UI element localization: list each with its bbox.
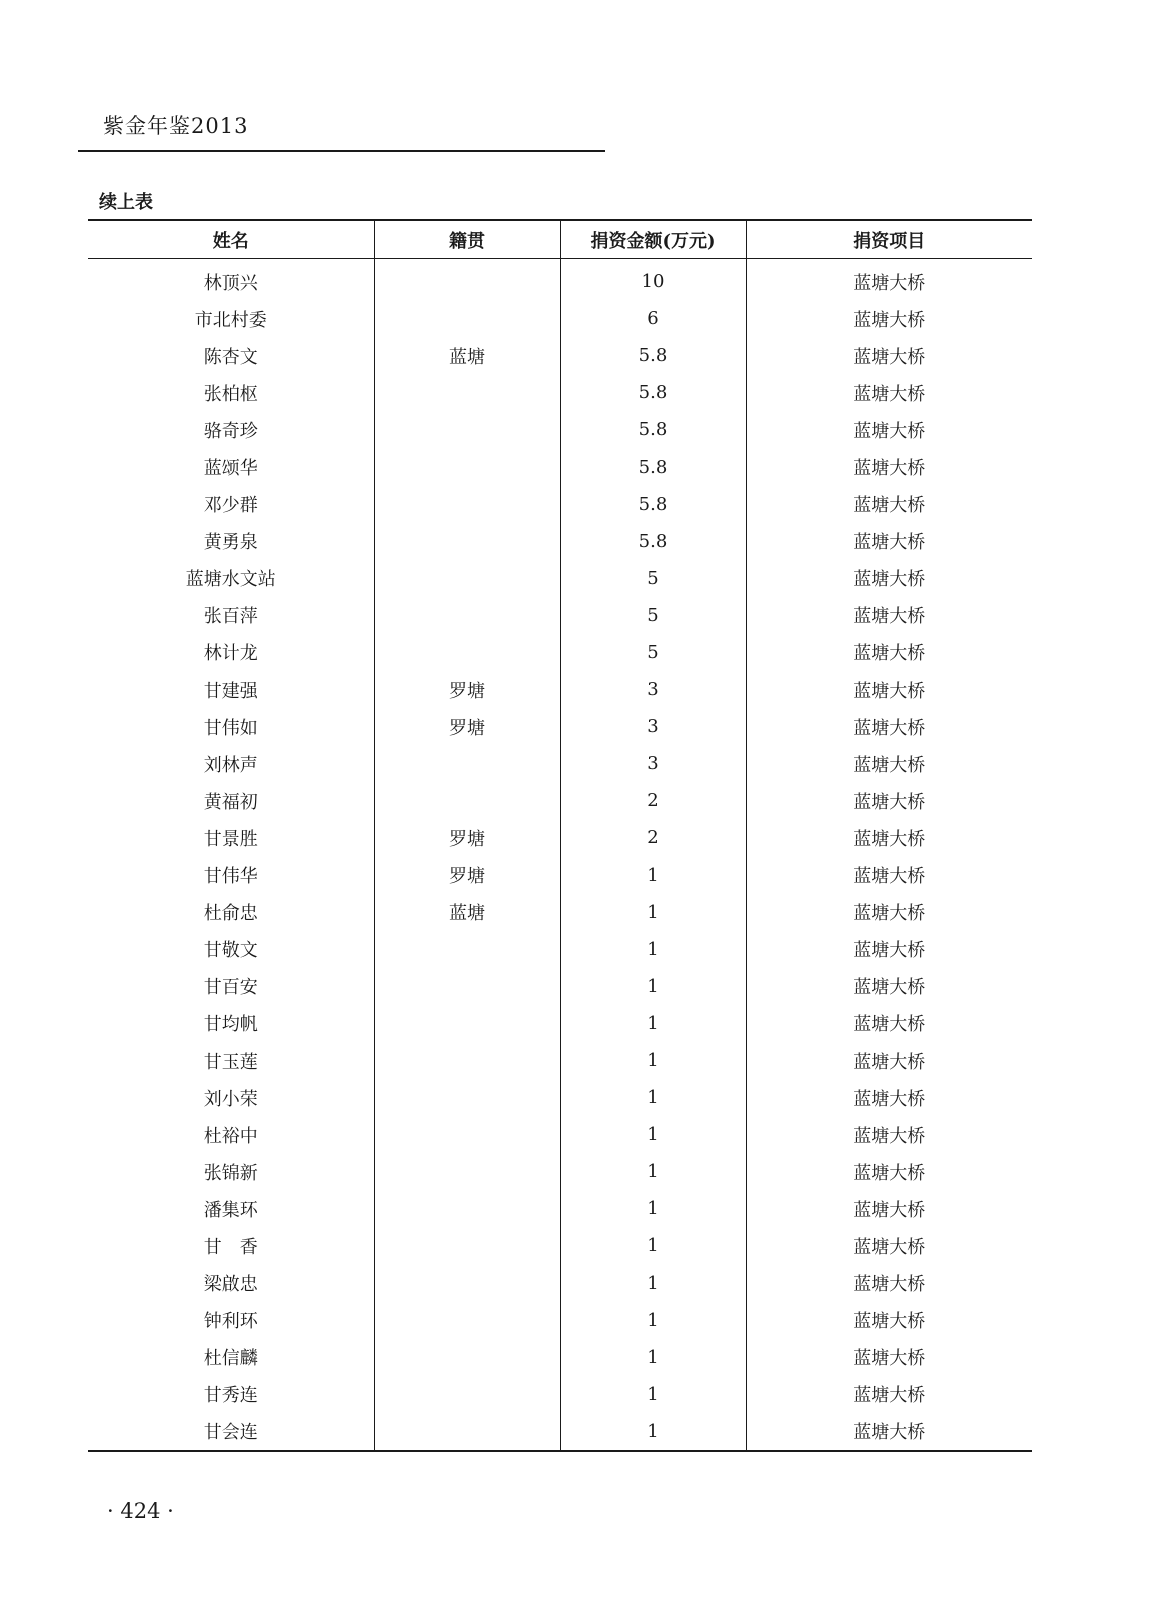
cell-name: 张柏枢	[203, 383, 258, 405]
cell-amount: 5.8	[560, 448, 746, 485]
cell-name: 甘敬文	[203, 940, 258, 962]
table-row	[88, 1339, 1032, 1376]
cell-amount: 1	[560, 968, 746, 1005]
cell-origin: 蓝塘	[374, 337, 560, 374]
cell-name: 潘集环	[203, 1199, 258, 1221]
cell-project: 蓝塘大桥	[746, 1302, 1032, 1339]
table-row	[88, 968, 1032, 1005]
cell-project: 蓝塘大桥	[746, 1227, 1032, 1264]
cell-name: 张百萍	[203, 606, 258, 628]
cell-name: 杜俞忠	[203, 903, 258, 925]
cell-origin	[374, 411, 560, 448]
cell-amount: 1	[560, 1265, 746, 1302]
cell-amount: 1	[560, 1302, 746, 1339]
cell-project: 蓝塘大桥	[746, 337, 1032, 374]
header-name: 姓名	[88, 220, 374, 259]
cell-name: 刘林声	[203, 754, 258, 776]
cell-amount: 5.8	[560, 523, 746, 560]
table-row	[88, 374, 1032, 411]
cell-origin	[374, 1005, 560, 1042]
cell-origin	[374, 259, 560, 301]
cell-project: 蓝塘大桥	[746, 894, 1032, 931]
cell-name: 甘百安	[203, 977, 258, 999]
cell-origin	[374, 782, 560, 819]
cell-origin	[374, 448, 560, 485]
cell-amount: 1	[560, 931, 746, 968]
cell-amount: 6	[560, 300, 746, 337]
cell-origin: 罗塘	[374, 819, 560, 856]
table-row	[88, 411, 1032, 448]
cell-origin	[374, 1153, 560, 1190]
cell-project: 蓝塘大桥	[746, 708, 1032, 745]
cell-origin	[374, 1376, 560, 1413]
cell-amount: 1	[560, 1079, 746, 1116]
cell-origin	[374, 523, 560, 560]
table-row	[88, 782, 1032, 819]
cell-project: 蓝塘大桥	[746, 819, 1032, 856]
cell-name: 甘景胜	[203, 828, 258, 850]
cell-project: 蓝塘大桥	[746, 1153, 1032, 1190]
cell-project: 蓝塘大桥	[746, 300, 1032, 337]
cell-origin	[374, 486, 560, 523]
cell-name: 钟利环	[203, 1311, 258, 1333]
cell-project: 蓝塘大桥	[746, 1339, 1032, 1376]
cell-origin	[374, 1302, 560, 1339]
cell-amount: 2	[560, 819, 746, 856]
cell-name: 甘伟华	[203, 866, 258, 888]
cell-amount: 3	[560, 745, 746, 782]
cell-name: 甘秀连	[203, 1385, 258, 1407]
cell-name: 刘小荣	[203, 1088, 258, 1110]
header-project: 捐资项目	[746, 220, 1032, 259]
cell-amount: 5	[560, 560, 746, 597]
cell-project: 蓝塘大桥	[746, 931, 1032, 968]
header-origin: 籍贯	[374, 220, 560, 259]
table-row	[88, 597, 1032, 634]
cell-project: 蓝塘大桥	[746, 560, 1032, 597]
cell-amount: 1	[560, 1413, 746, 1451]
table-row	[88, 1153, 1032, 1190]
cell-project: 蓝塘大桥	[746, 1079, 1032, 1116]
cell-origin	[374, 1116, 560, 1153]
cell-name: 黄勇泉	[203, 532, 258, 554]
cell-origin: 蓝塘	[374, 894, 560, 931]
table-row	[88, 894, 1032, 931]
cell-origin	[374, 560, 560, 597]
cell-amount: 1	[560, 894, 746, 931]
page-number: · 424 ·	[107, 1499, 174, 1523]
cell-origin	[374, 745, 560, 782]
cell-amount: 5	[560, 597, 746, 634]
cell-name: 杜裕中	[203, 1125, 258, 1147]
cell-origin	[374, 1190, 560, 1227]
cell-name: 蓝塘水文站	[185, 569, 276, 591]
table-row	[88, 337, 1032, 374]
table-row	[88, 857, 1032, 894]
cell-name: 林顶兴	[203, 272, 258, 294]
table-row	[88, 448, 1032, 485]
cell-project: 蓝塘大桥	[746, 1005, 1032, 1042]
cell-origin	[374, 1413, 560, 1451]
cell-name: 甘建强	[203, 680, 258, 702]
cell-name: 甘 香	[203, 1236, 258, 1258]
cell-project: 蓝塘大桥	[746, 259, 1032, 301]
cell-name: 甘伟如	[203, 717, 258, 739]
table-row	[88, 1227, 1032, 1264]
cell-amount: 1	[560, 857, 746, 894]
table-row	[88, 671, 1032, 708]
cell-project: 蓝塘大桥	[746, 448, 1032, 485]
table-row	[88, 1042, 1032, 1079]
running-header: 紫金年鉴2013	[103, 114, 249, 138]
cell-amount: 1	[560, 1005, 746, 1042]
cell-project: 蓝塘大桥	[746, 597, 1032, 634]
cell-project: 蓝塘大桥	[746, 1042, 1032, 1079]
cell-project: 蓝塘大桥	[746, 374, 1032, 411]
table-row	[88, 523, 1032, 560]
cell-amount: 1	[560, 1153, 746, 1190]
cell-amount: 1	[560, 1116, 746, 1153]
table-row	[88, 1190, 1032, 1227]
cell-origin: 罗塘	[374, 708, 560, 745]
cell-origin	[374, 374, 560, 411]
cell-origin	[374, 300, 560, 337]
donation-table	[88, 219, 1032, 1452]
table-row	[88, 1413, 1032, 1451]
cell-amount: 5	[560, 634, 746, 671]
cell-name: 蓝颂华	[203, 458, 258, 480]
cell-origin	[374, 634, 560, 671]
cell-name: 甘会连	[203, 1422, 258, 1444]
cell-project: 蓝塘大桥	[746, 1190, 1032, 1227]
cell-origin	[374, 1265, 560, 1302]
cell-name: 陈杏文	[203, 346, 258, 368]
cell-amount: 10	[560, 259, 746, 301]
cell-name: 杜信麟	[203, 1348, 258, 1370]
cell-name: 梁啟忠	[203, 1274, 258, 1296]
cell-project: 蓝塘大桥	[746, 671, 1032, 708]
table-row	[88, 634, 1032, 671]
table-row	[88, 560, 1032, 597]
donation-table-wrap	[88, 219, 1032, 1452]
cell-amount: 2	[560, 782, 746, 819]
cell-amount: 1	[560, 1376, 746, 1413]
cell-name: 甘玉莲	[203, 1051, 258, 1073]
cell-project: 蓝塘大桥	[746, 486, 1032, 523]
header-rule	[78, 150, 605, 152]
cell-name: 市北村委	[194, 309, 267, 331]
table-row	[88, 1302, 1032, 1339]
cell-origin	[374, 1079, 560, 1116]
cell-project: 蓝塘大桥	[746, 1413, 1032, 1451]
cell-origin	[374, 1227, 560, 1264]
table-row	[88, 259, 1032, 301]
cell-project: 蓝塘大桥	[746, 1376, 1032, 1413]
cell-amount: 3	[560, 708, 746, 745]
table-row	[88, 1265, 1032, 1302]
cell-origin: 罗塘	[374, 671, 560, 708]
cell-project: 蓝塘大桥	[746, 782, 1032, 819]
cell-project: 蓝塘大桥	[746, 968, 1032, 1005]
table-row	[88, 708, 1032, 745]
cell-origin	[374, 597, 560, 634]
cell-project: 蓝塘大桥	[746, 1116, 1032, 1153]
table-row	[88, 1116, 1032, 1153]
header-amount: 捐资金额(万元)	[560, 220, 746, 259]
table-row	[88, 1376, 1032, 1413]
cell-origin: 罗塘	[374, 857, 560, 894]
cell-project: 蓝塘大桥	[746, 634, 1032, 671]
cell-project: 蓝塘大桥	[746, 745, 1032, 782]
continued-label: 续上表	[99, 192, 153, 213]
cell-name: 林计龙	[203, 643, 258, 665]
cell-name: 张锦新	[203, 1162, 258, 1184]
cell-amount: 5.8	[560, 337, 746, 374]
cell-origin	[374, 1339, 560, 1376]
table-row	[88, 486, 1032, 523]
cell-project: 蓝塘大桥	[746, 523, 1032, 560]
cell-amount: 5.8	[560, 411, 746, 448]
cell-origin	[374, 1042, 560, 1079]
cell-name: 甘均帆	[203, 1014, 258, 1036]
cell-project: 蓝塘大桥	[746, 1265, 1032, 1302]
cell-amount: 5.8	[560, 374, 746, 411]
cell-name: 邓少群	[203, 495, 258, 517]
table-row	[88, 819, 1032, 856]
cell-amount: 3	[560, 671, 746, 708]
cell-amount: 1	[560, 1339, 746, 1376]
table-body	[88, 259, 1032, 1452]
cell-origin	[374, 931, 560, 968]
table-header-row	[88, 220, 1032, 259]
cell-project: 蓝塘大桥	[746, 411, 1032, 448]
cell-amount: 1	[560, 1227, 746, 1264]
table-row	[88, 745, 1032, 782]
table-row	[88, 931, 1032, 968]
table-row	[88, 300, 1032, 337]
cell-amount: 1	[560, 1042, 746, 1079]
cell-amount: 5.8	[560, 486, 746, 523]
table-row	[88, 1079, 1032, 1116]
cell-amount: 1	[560, 1190, 746, 1227]
table-row	[88, 1005, 1032, 1042]
cell-origin	[374, 968, 560, 1005]
cell-project: 蓝塘大桥	[746, 857, 1032, 894]
cell-name: 骆奇珍	[203, 420, 258, 442]
cell-name: 黄福初	[203, 791, 258, 813]
